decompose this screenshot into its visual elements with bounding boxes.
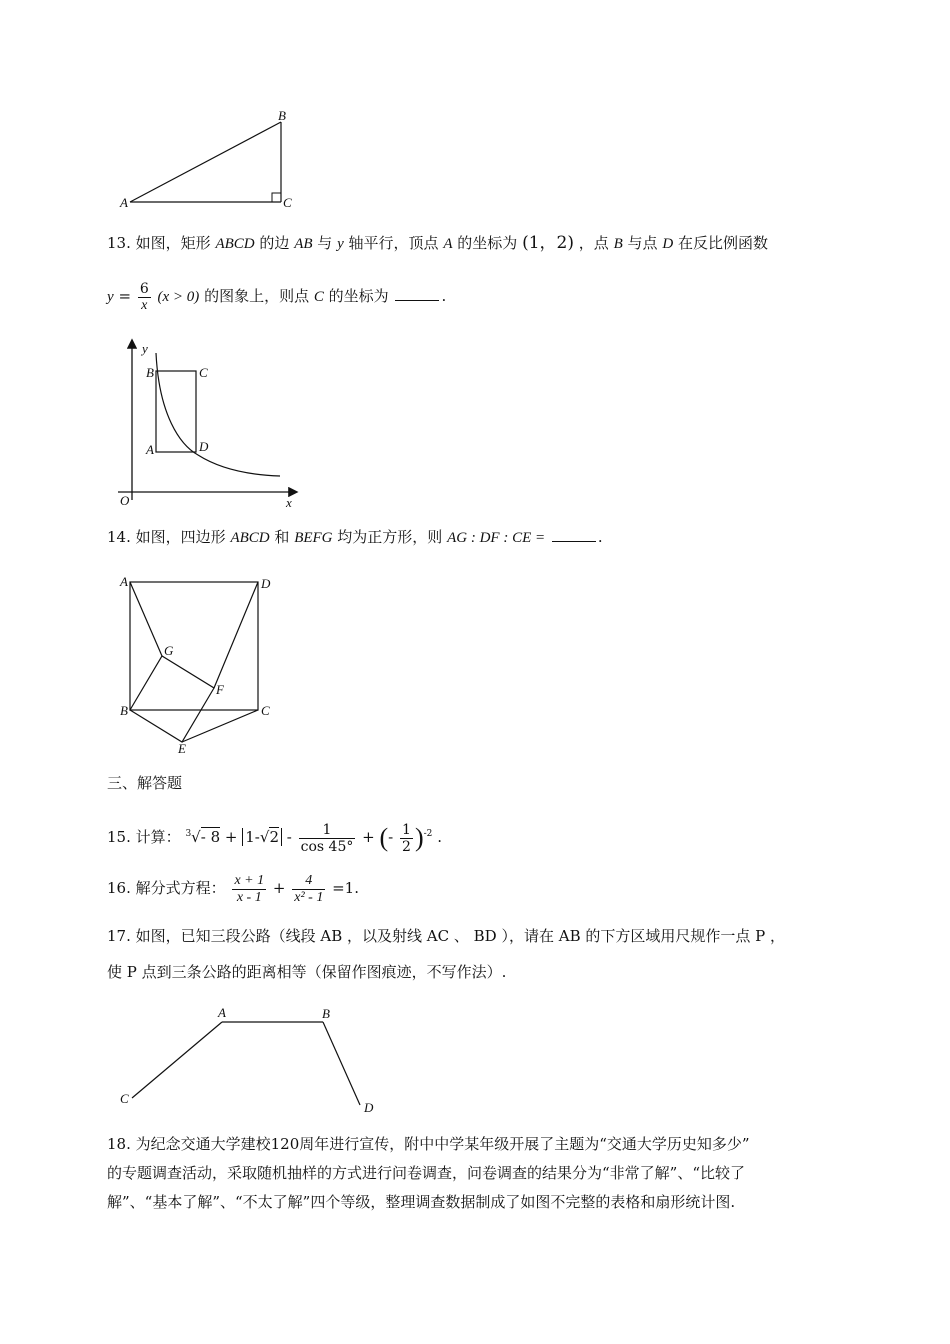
q15-cube-index: 3 <box>185 829 192 839</box>
q13-text10: 的坐标为 <box>328 287 389 305</box>
label-b: B <box>146 365 154 380</box>
q14-text3: 均为正方形，则 <box>337 528 443 546</box>
q13-text7: 与点 <box>627 234 658 252</box>
label-o: O <box>120 493 130 508</box>
q18-line2: 的专题调查活动，采取随机抽样的方式进行问卷调查，问卷调查的结果分为“非常了解”、“比较了 <box>107 1164 746 1182</box>
q17-line2: 使 P 点到三条公路的距离相等（保留作图痕迹，不写作法）. <box>107 963 507 981</box>
q15-p-num: 1 <box>402 821 411 838</box>
q16-fraction1 <box>232 873 266 906</box>
q13-edge: AB <box>294 236 313 252</box>
label-d: D <box>199 439 209 454</box>
q13-rect: ABCD <box>215 236 255 252</box>
q13-point-b: B <box>613 236 623 252</box>
q13-point-d: D <box>662 236 674 252</box>
q13-text2: 的边 <box>259 234 290 252</box>
q15-abs-1: 1- <box>245 828 260 846</box>
q16-end: . <box>354 879 360 897</box>
q13-text6: ，点 <box>578 234 609 252</box>
q13-fn-denominator: x <box>141 297 148 313</box>
q17-number: 17. <box>107 927 131 945</box>
square-abcd <box>130 582 258 710</box>
q13-fn-numerator: 6 <box>139 280 149 297</box>
q13-axis: y <box>337 236 344 252</box>
q14-text1: 如图，四边形 <box>135 528 226 546</box>
q14-square1: ABCD <box>230 530 270 546</box>
q18-line1: 18. 为纪念交通大学建校120周年进行宣传，附中中学某年级开展了主题为“交通大学历史知多少” <box>107 1135 750 1153</box>
q16-number: 16. <box>107 879 131 897</box>
section-3-title: 三、解答题 <box>107 774 183 792</box>
q13-line2 <box>107 278 446 314</box>
label-b: B <box>322 1006 330 1021</box>
q17-text1: 如图，已知三段公路（线段 AB ，以及射线 AC 、 BD ），请在 AB 的下方区域用尺规作一点 P ， <box>135 927 785 945</box>
label-d: D <box>261 576 271 591</box>
q18-line3: 解”、“基本了解”、“不太了解”四个等级，整理调查数据制成了如图不完整的表格和扇形统计图. <box>107 1193 736 1211</box>
q13-text3: 与 <box>317 234 333 252</box>
segment-ce <box>182 710 258 742</box>
q15-label: 计算： <box>135 828 181 846</box>
q14-ratio: AG : DF : CE = <box>447 530 546 546</box>
q13-text4: 轴平行，顶点 <box>348 234 439 252</box>
q15-paren-close: ) <box>414 823 424 852</box>
q14-square2: BEFG <box>294 530 333 546</box>
q15-cube-radicand: - 8 <box>200 828 221 846</box>
q16-label: 解分式方程： <box>135 879 226 897</box>
q15-abs <box>242 828 282 846</box>
figure-hyperbola-rectangle <box>110 335 310 515</box>
q16-plus: + <box>272 879 286 897</box>
q13-text5: 的坐标为 <box>457 234 518 252</box>
q13-answer-blank[interactable] <box>395 286 439 301</box>
q15-radical: √ <box>191 828 201 846</box>
q15-minus1: - <box>286 828 292 846</box>
label-x: x <box>286 495 292 510</box>
q13-coord: (1，2) <box>522 233 574 253</box>
q15-paren-open: ( <box>379 823 389 852</box>
label-a: A <box>120 195 128 210</box>
q16-f1-num: x + 1 <box>234 872 265 888</box>
label-a: A <box>146 442 154 457</box>
q15-p-den: 2 <box>402 838 411 855</box>
right-angle-mark <box>272 193 281 202</box>
q13-text9: 的图象上，则点 <box>204 287 310 305</box>
q15-f-den: cos 45° <box>300 838 354 855</box>
ray-ac <box>132 1022 222 1098</box>
q16-f2-num: 4 <box>292 873 325 890</box>
q13-fn-condition: (x > 0) <box>157 289 200 305</box>
q13-fn-y: y <box>107 289 114 305</box>
rectangle-abcd <box>156 371 196 452</box>
label-f: F <box>216 682 224 697</box>
q13-text8: 在反比例函数 <box>677 234 768 252</box>
q13-line1 <box>107 233 768 254</box>
q15-fraction-half <box>400 822 413 855</box>
q14-number: 14. <box>107 528 131 546</box>
label-b: B <box>120 703 128 718</box>
label-y: y <box>142 341 148 356</box>
q14-text2: 和 <box>274 528 290 546</box>
label-d: D <box>364 1100 374 1115</box>
figure-right-triangle <box>110 100 310 215</box>
q15-f-num: 1 <box>299 822 356 839</box>
label-c: C <box>120 1091 129 1106</box>
q16-line <box>107 868 359 908</box>
q13-end: . <box>441 287 447 305</box>
label-a: A <box>120 574 128 589</box>
q13-fn-eq: = <box>118 287 132 305</box>
q14-line <box>107 527 603 548</box>
q16-fraction2 <box>292 873 325 906</box>
q13-text1: 如图，矩形 <box>135 234 211 252</box>
q15-sqrt2: 2 <box>269 828 279 846</box>
segment-df <box>214 582 258 688</box>
square-befg <box>130 656 214 742</box>
q13-point-c: C <box>313 289 324 305</box>
q15-plus2: + <box>362 828 375 846</box>
q16-f2-den: x² - 1 <box>294 889 324 905</box>
q13-point-a: A <box>443 236 453 252</box>
q15-exponent: -2 <box>423 829 433 839</box>
figure-three-roads <box>110 1000 390 1120</box>
ray-bd <box>323 1022 360 1105</box>
label-c: C <box>283 195 292 210</box>
q15-number: 15. <box>107 828 131 846</box>
segment-ab <box>130 122 281 202</box>
q15-sqrt-sign: √ <box>259 828 270 846</box>
q13-number: 13. <box>107 234 131 252</box>
segment-ag <box>130 582 162 656</box>
q13-fraction <box>138 281 151 314</box>
q17-line1 <box>107 926 785 946</box>
q15-fraction-cos <box>299 822 356 855</box>
label-e: E <box>178 741 186 756</box>
q14-end: . <box>597 528 603 546</box>
figure-two-squares <box>110 570 290 760</box>
q15-plus1: + <box>224 828 238 846</box>
q15-line <box>107 814 442 854</box>
label-a: A <box>218 1005 226 1020</box>
q16-eq: =1 <box>332 879 355 897</box>
label-b: B <box>278 108 286 123</box>
label-c: C <box>199 365 208 380</box>
q15-p-sign: - <box>388 828 394 846</box>
label-c: C <box>261 703 270 718</box>
q15-end: . <box>437 828 442 846</box>
q14-answer-blank[interactable] <box>552 527 596 542</box>
q16-f1-den: x - 1 <box>236 889 262 905</box>
label-g: G <box>164 643 174 658</box>
